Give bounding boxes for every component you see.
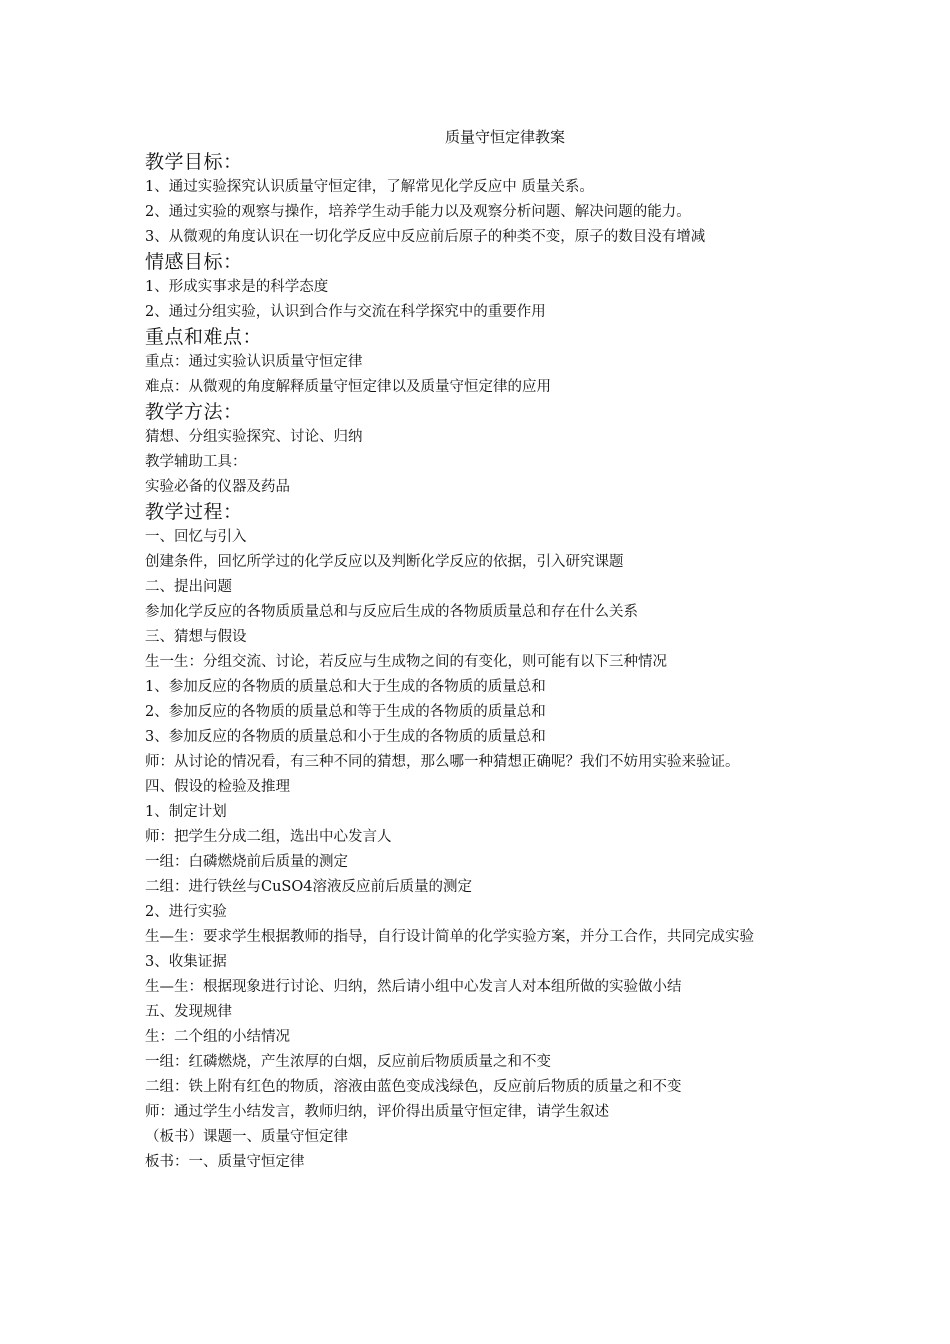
document-title: 质量守恒定律教案 xyxy=(444,128,565,146)
paragraph-line: 三、猜想与假设 xyxy=(145,629,247,645)
paragraph-line: 实验必备的仪器及药品 xyxy=(145,479,290,495)
heading-key-points: 重点和难点： xyxy=(145,326,263,348)
paragraph-line: 生—生：要求学生根据教师的指导，自行设计简单的化学实验方案，并分工合作，共同完成实验 xyxy=(145,929,754,945)
paragraph-line: 重点：通过实验认识质量守恒定律 xyxy=(145,354,363,370)
heading-teaching-methods: 教学方法： xyxy=(145,401,243,423)
paragraph-line: 2、参加反应的各物质的质量总和等于生成的各物质的质量总和 xyxy=(145,704,546,720)
paragraph-line: 生：二个组的小结情况 xyxy=(145,1029,290,1045)
paragraph-line: 生一生：分组交流、讨论，若反应与生成物之间的有变化，则可能有以下三种情况 xyxy=(145,654,667,670)
document-page xyxy=(145,126,805,1175)
paragraph-line: 二、提出问题 xyxy=(145,579,232,595)
paragraph-line: 一组：白磷燃烧前后质量的测定 xyxy=(145,854,348,870)
paragraph-line: 3、收集证据 xyxy=(145,954,227,970)
paragraph-line: 3、参加反应的各物质的质量总和小于生成的各物质的质量总和 xyxy=(145,729,546,745)
paragraph-line: （板书）课题一、质量守恒定律 xyxy=(145,1129,348,1145)
paragraph-line: 板书：一、质量守恒定律 xyxy=(145,1154,305,1170)
paragraph-line: 2、通过实验的观察与操作，培养学生动手能力以及观察分析问题、解决问题的能力。 xyxy=(145,204,691,220)
paragraph-line: 1、通过实验探究认识质量守恒定律，了解常见化学反应中 质量关系。 xyxy=(145,179,594,195)
paragraph-line: 2、进行实验 xyxy=(145,904,227,920)
paragraph-line: 二组：铁上附有红色的物质，溶液由蓝色变成浅绿色，反应前后物质的质量之和不变 xyxy=(145,1079,682,1095)
paragraph-line: 四、假设的检验及推理 xyxy=(145,779,290,795)
paragraph-line: 难点：从微观的角度解释质量守恒定律以及质量守恒定律的应用 xyxy=(145,379,551,395)
heading-teaching-objectives: 教学目标： xyxy=(145,151,243,173)
heading-emotional-objectives: 情感目标： xyxy=(145,251,243,273)
paragraph-line: 师：把学生分成二组，选出中心发言人 xyxy=(145,829,392,845)
paragraph-line: 一、回忆与引入 xyxy=(145,529,247,545)
document-body xyxy=(145,150,805,1175)
paragraph-line: 1、参加反应的各物质的质量总和大于生成的各物质的质量总和 xyxy=(145,679,546,695)
paragraph-line: 参加化学反应的各物质质量总和与反应后生成的各物质质量总和存在什么关系 xyxy=(145,604,638,620)
paragraph-line: 3、从微观的角度认识在一切化学反应中反应前后原子的种类不变，原子的数目没有增减 xyxy=(145,229,706,245)
paragraph-line: 创建条件，回忆所学过的化学反应以及判断化学反应的依据，引入研究课题 xyxy=(145,554,624,570)
paragraph-line: 2、通过分组实验，认识到合作与交流在科学探究中的重要作用 xyxy=(145,304,546,320)
paragraph-line: 一组：红磷燃烧，产生浓厚的白烟，反应前后物质质量之和不变 xyxy=(145,1054,551,1070)
heading-teaching-process: 教学过程： xyxy=(145,501,243,523)
paragraph-line: 师：从讨论的情况看，有三种不同的猜想，那么哪一种猜想正确呢？我们不妨用实验来验证。 xyxy=(145,754,740,770)
paragraph-line: 生—生：根据现象进行讨论、归纳，然后请小组中心发言人对本组所做的实验做小结 xyxy=(145,979,682,995)
paragraph-line: 教学辅助工具： xyxy=(145,454,247,470)
paragraph-line: 二组：进行铁丝与CuSO4溶液反应前后质量的测定 xyxy=(145,879,472,895)
paragraph-line: 师：通过学生小结发言，教师归纳，评价得出质量守恒定律，请学生叙述 xyxy=(145,1104,609,1120)
paragraph-line: 1、制定计划 xyxy=(145,804,227,820)
paragraph-line: 猜想、分组实验探究、讨论、归纳 xyxy=(145,429,363,445)
paragraph-line: 五、发现规律 xyxy=(145,1004,232,1020)
paragraph-line: 1、形成实事求是的科学态度 xyxy=(145,279,329,295)
